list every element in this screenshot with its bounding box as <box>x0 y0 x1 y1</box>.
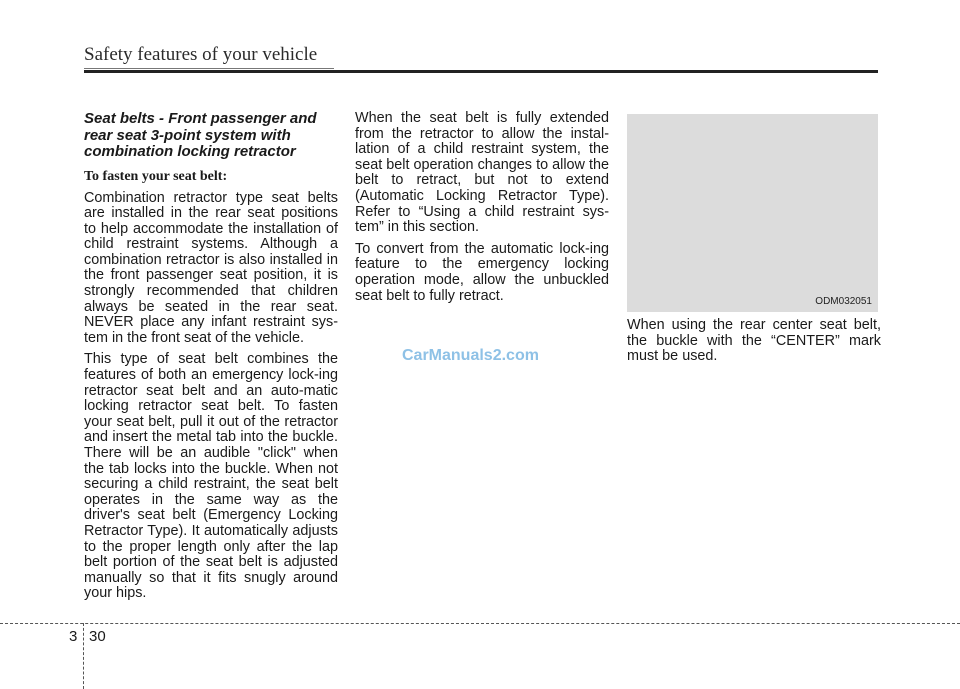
text-column-1 <box>84 111 338 608</box>
watermark: CarManuals2.com <box>402 347 539 364</box>
figure-code: ODM032051 <box>815 296 872 308</box>
paragraph: To convert from the automatic lock-ing feature to the emergency locking operation mode, allow the unbuckled seat belt to fully retract. <box>355 240 609 304</box>
page-number: 30 <box>89 628 106 645</box>
section-title: Seat belts - Front passenger and rear seat 3-point system with combination locking retractor <box>84 110 317 160</box>
footer-rule <box>0 623 960 624</box>
paragraph: When using the rear center seat belt, the buckle with the “CENTER” mark must be used. <box>627 317 881 365</box>
header-accent-rule <box>84 68 334 69</box>
paragraph: Combination retractor type seat belts are installed in the rear seat positions to help accommodate the installation of child restraint systems. Although a combination retractor is also installed in the front passenger seat position, it is strongly recommended that children always be seated in the rear seat. NEVER place any infant restraint sys-tem in the front seat of the vehicle. <box>84 189 338 346</box>
page-header-title: Safety features of your vehicle <box>84 44 318 65</box>
paragraph: This type of seat belt combines the features of both an emergency lock-ing retractor seat belt and an auto-matic locking retractor seat belt. To fasten your seat belt, pull it out of the retractor and insert the metal tab into the buckle. There will be an audible "click" when the tab locks into the buckle. When not securing a child restraint, the seat belt operates in the same way as the driver's seat belt (Emergency Locking Retractor Type). It automatically adjusts to the proper length only after the lap belt portion of the seat belt is adjusted manually so that it fits snugly around your hips. <box>84 351 338 602</box>
chapter-number: 3 <box>69 628 78 645</box>
figure-image <box>627 114 878 312</box>
paragraph: When the seat belt is fully extended from the retractor to allow the instal-lation of a child restraint system, the seat belt operation changes to allow the belt to retract, but not to extend (Automatic Locking Retractor Type). Refer to “Using a child restraint sys-tem” in this section. <box>355 110 609 236</box>
text-column-2 <box>355 111 609 310</box>
subheading: To fasten your seat belt: <box>84 168 228 184</box>
footer-separator <box>83 623 84 689</box>
text-column-3 <box>627 111 881 371</box>
header-rule <box>84 70 878 73</box>
